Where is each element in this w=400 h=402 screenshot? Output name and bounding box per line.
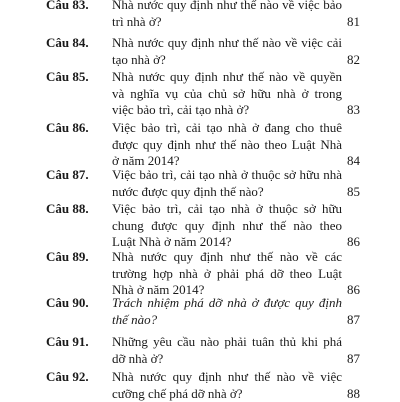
question-text-line: Nhà nước quy định như thế nào về các [112,249,342,266]
question-text [112,249,342,299]
question-text [112,201,342,251]
question-number: Câu 86. [46,120,89,137]
question-text-line: và nghĩa vụ của chủ sở hữu nhà ở trong [112,86,342,103]
question-text-line: Nhà nước quy định như thế nào về việc bảo [112,0,342,14]
question-text-line: trường hợp nhà ở phải phá dỡ theo Luật [112,266,342,283]
question-text-line: thế nào? [112,312,342,329]
page-number: 86 [347,282,360,299]
question-text-line: ở năm 2014? [112,153,342,170]
question-text [112,69,342,119]
question-text-line: Việc bảo trì, cải tạo nhà ở đang cho thuê [112,120,342,137]
question-text [112,35,342,68]
question-text-line: dỡ nhà ở? [112,351,342,368]
question-text-line: được quy định như thế nào theo Luật Nhà [112,137,342,154]
page-number: 87 [347,351,360,368]
question-text-line: chung được quy định như thế nào theo [112,218,342,235]
question-text [112,167,342,200]
question-number: Câu 89. [46,249,89,266]
question-text-line: tạo nhà ở? [112,52,342,69]
question-number: Câu 91. [46,334,89,351]
question-text-line: Việc bảo trì, cải tạo nhà ở thuộc sở hữu nhà [112,167,342,184]
page-number: 81 [347,14,360,31]
question-number: Câu 88. [46,201,89,218]
question-text [112,0,342,30]
question-number: Câu 92. [46,369,89,386]
page-number: 84 [347,153,360,170]
page-number: 83 [347,102,360,119]
question-number: Câu 83. [46,0,89,14]
question-text-line: Nhà nước quy định như thế nào về việc cải [112,35,342,52]
question-text-line: Nhà nước quy định như thế nào về việc [112,369,342,386]
question-text [112,334,342,367]
page-number: 85 [347,184,360,201]
question-text-line: Những yêu cầu nào phải tuân thủ khi phá [112,334,342,351]
question-text-line: nước được quy định thế nào? [112,184,342,201]
question-number: Câu 87. [46,167,89,184]
page-number: 88 [347,386,360,402]
page-number: 82 [347,52,360,69]
question-text-line: Việc bảo trì, cải tạo nhà ở thuộc sở hữu [112,201,342,218]
question-number: Câu 84. [46,35,89,52]
question-text-line: Luật Nhà ở năm 2014? [112,234,342,251]
question-text-line: trì nhà ở? [112,14,342,31]
page-number: 87 [347,312,360,329]
page-number: 86 [347,234,360,251]
question-text-line: Nhà nước quy định như thế nào về quyền [112,69,342,86]
question-text [112,120,342,170]
question-text-line: Nhà ở năm 2014? [112,282,342,299]
question-text [112,369,342,402]
question-text-line: Trách nhiệm phá dỡ nhà ở được quy định [112,295,342,312]
question-number: Câu 85. [46,69,89,86]
question-text [112,295,342,328]
question-text-line: cưỡng chế phá dỡ nhà ở? [112,386,342,402]
question-number: Câu 90. [46,295,89,312]
question-text-line: việc bảo trì, cải tạo nhà ở? [112,102,342,119]
